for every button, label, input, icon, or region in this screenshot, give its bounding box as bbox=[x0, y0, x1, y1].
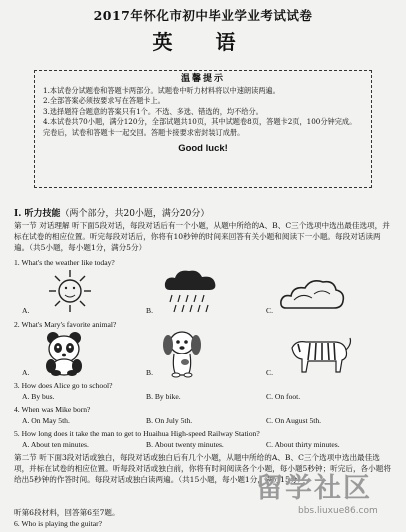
watermark bbox=[236, 462, 404, 524]
option-c: C. About thirty minutes. bbox=[266, 440, 340, 449]
option-c: C. On August 5th. bbox=[266, 416, 322, 425]
section-heading-main: I. 听力技能 bbox=[14, 209, 61, 219]
part1-instructions bbox=[14, 220, 394, 253]
question-2: 2. What's Mary's favorite animal? bbox=[14, 320, 117, 329]
good-luck-text: Good luck! bbox=[178, 143, 228, 154]
question-6: 6. Who is playing the guitar? bbox=[14, 519, 103, 528]
section-heading-sub: （两个部分，共20小题，满分20分） bbox=[60, 209, 210, 219]
option-a: A. About ten minutes. bbox=[22, 440, 89, 449]
subject-title: 英 语 bbox=[152, 30, 254, 54]
notice-item: 4.本试卷共70小题，满分120分，全部试题共10页，其中试题卷8页，答题卡2页，100分钟完成。完卷后，试卷和答题卡一起交回。答题卡接要求密封装订成册。 bbox=[43, 117, 357, 137]
notice-item: 3.选择题符合题意的答案只有1个。不选、多选、错选的，均不给分。 bbox=[43, 106, 263, 116]
section-heading bbox=[14, 206, 209, 219]
part2-instructions: 第二节 听下面3段对话或独白，每段对话或独白后有几个小题，从题中所给的A、B、C三个选项中选出最佳选项，并标在试卷的相应位置。听每段对话或独白前，你将有时间阅读各个小题，每小题5秒钟；听完后，各小题将给出5秒钟的作答时间。每段对话或独白读两遍。（共15小题，每小题1分，满分15分） bbox=[14, 453, 391, 484]
exam-title: 2017年怀化市初中毕业学业考试试卷 bbox=[93, 8, 313, 23]
sun-icon bbox=[40, 268, 100, 314]
option-b: B. About twenty minutes. bbox=[146, 440, 224, 449]
question-1: 1. What's the weather like today? bbox=[14, 258, 115, 267]
question-5: 5. How long does it take the man to get to Huaihua High-speed Railway Station? bbox=[14, 429, 260, 438]
option-a: A. bbox=[22, 306, 30, 315]
option-a: A. bbox=[22, 368, 30, 377]
option-b: B. By bike. bbox=[146, 392, 181, 401]
option-b: B. On July 5th. bbox=[146, 416, 193, 425]
notice-title: 温馨提示 bbox=[180, 74, 225, 84]
cloudy-icon bbox=[278, 270, 348, 314]
watermark-text: 留学社区 bbox=[256, 473, 372, 504]
option-b: B. bbox=[146, 368, 153, 377]
option-a: A. On May 5th. bbox=[22, 416, 70, 425]
part2-material: 听第6段材料，回答第6至7题。 bbox=[14, 508, 120, 517]
panda-icon bbox=[36, 330, 92, 376]
part1-text: 第一节 对话理解 听下面5段对话，每段对话后有一个小题，从题中所给的A、B、C三个选项中选出最佳选项，并标在试卷的相应位置。听完每段对话后，你将有10秒钟的时间来回答有关小题和阅读下一小题。每段对话读两遍。 bbox=[14, 221, 390, 252]
rain-cloud-icon bbox=[160, 266, 222, 316]
puppy-icon bbox=[156, 328, 208, 378]
option-c: C. On foot. bbox=[266, 392, 301, 401]
option-c: C. bbox=[266, 306, 273, 315]
part1-note: （共5小题，每小题1分，满分5分） bbox=[29, 243, 147, 252]
notice-item: 1.本试卷分试题卷和答题卡两部分。试题卷中听力材料将以中速朗读两遍。 bbox=[43, 85, 280, 95]
option-a: A. By bus. bbox=[22, 392, 55, 401]
option-b: B. bbox=[146, 306, 153, 315]
notice-item: 2.全部答案必须按要求写在答题卡上。 bbox=[43, 96, 165, 105]
watermark-url: bbs.liuxue86.com bbox=[298, 506, 378, 516]
question-4: 4. When was Mike born? bbox=[14, 405, 91, 414]
option-c: C. bbox=[266, 368, 273, 377]
notice-box bbox=[34, 70, 372, 188]
question-3: 3. How does Alice go to school? bbox=[14, 381, 113, 390]
tiger-icon bbox=[286, 334, 352, 374]
